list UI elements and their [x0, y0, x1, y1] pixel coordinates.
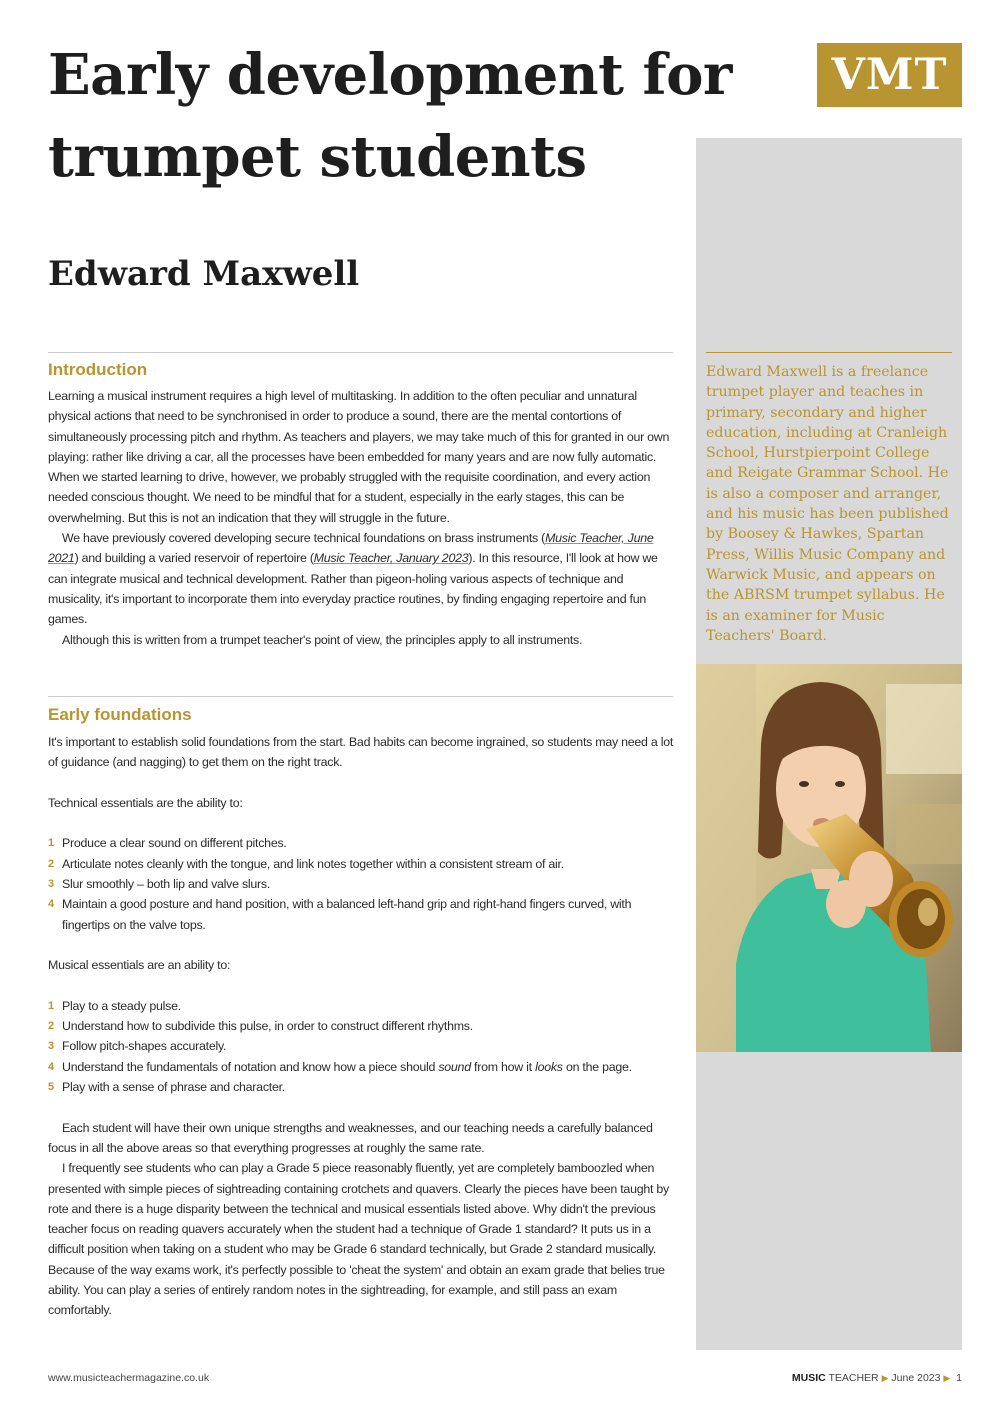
list-intro: Musical essentials are an ability to:: [48, 958, 231, 973]
list-item: 1 Play to a steady pulse.: [48, 998, 181, 1013]
author-bio: Edward Maxwell is a freelance trumpet player and teaches in primary, secondary and higher education, including at Cranleigh School, Hurstpierpoint College and Reigate Grammar School. He is also a composer and arranger, and his music has been published by Boosey & Hawkes, Spartan Press, Willis Music Company and Warwick Music, and appears on the ABRSM trumpet syllabus. He is an examiner for Music Teachers' Board.: [706, 364, 949, 644]
vmt-logo: VMT: [817, 43, 962, 107]
paragraph: Each student will have their own unique strengths and weaknesses, and our teaching needs a carefully balanced focus in all the above areas so that everything progresses at roughly the same rate.: [48, 1120, 653, 1155]
section-divider: [48, 696, 673, 697]
list-item: 2 Articulate notes cleanly with the tongue, and link notes together within a consistent stream of air.: [48, 856, 564, 871]
section-heading-introduction: Introduction: [48, 360, 148, 379]
author-name: Edward Maxwell: [48, 254, 360, 294]
magazine-name-bold: MUSIC: [791, 1372, 826, 1384]
page-number: 1: [956, 1372, 962, 1384]
footer-website-link[interactable]: www.musicteachermagazine.co.uk: [48, 1372, 210, 1384]
list-item: 4 Maintain a good posture and hand position, with a balanced left-hand grip and right-hand fingers curved, with fingertips on the valve tops.: [48, 897, 632, 932]
magazine-name: TEACHER: [828, 1372, 879, 1384]
list-item: 4 Understand the fundamentals of notation and know how a piece should sound from how it looks on the page.: [48, 1059, 632, 1074]
list-item: 2 Understand how to subdivide this pulse, in order to construct different rhythms.: [48, 1019, 473, 1034]
musical-essentials-list: [48, 996, 674, 1097]
paragraph: We have previously covered developing secure technical foundations on brass instruments (Music Teacher, June 2021) and building a varied reservoir of repertoire (Music Teacher, January 2023). In this resource, I'll look at how we can integrate musical and technical development. Rather than pigeon-holing various aspects of technique and musicality, it's important to incorporate them into everyday practice routines, by finding engaging repertoire and fun games.: [48, 531, 658, 627]
introduction-body: [48, 386, 674, 650]
paragraph: Learning a musical instrument requires a high level of multitasking. In addition to the often peculiar and unnatural physical actions that need to be synchronised in order to produce a sound, there are the mental contortions of simultaneously processing pitch and rhythm. As teachers and players, we may take much of this for granted in our own playing: rather like driving a car, all the processes have been embedded for many years and are now fully automatic. When we started learning to drive, however, we probably struggled with the requisite coordination, and every action needed conscious thought. We need to be mindful that for a student, especially in the early stages, this can be overwhelming. But this is not an indication that they will struggle in the future.: [48, 389, 670, 525]
list-item: 1 Produce a clear sound on different pitches.: [48, 836, 287, 851]
technical-essentials-list: [48, 833, 674, 934]
paragraph: It's important to establish solid foundations from the start. Bad habits can become ingrained, so students may need a lot of guidance (and nagging) to get them on the right track.: [48, 735, 674, 770]
section-divider: [48, 352, 673, 353]
issue-date: June 2023: [891, 1372, 941, 1384]
list-item: 3 Follow pitch-shapes accurately.: [48, 1039, 227, 1054]
footer-masthead: [792, 1370, 962, 1386]
sidebar-divider: [706, 352, 952, 353]
early-foundations-body: [48, 732, 674, 1321]
list-item: 3 Slur smoothly – both lip and valve slurs.: [48, 877, 271, 892]
reference-link[interactable]: Music Teacher, June 2021: [48, 531, 654, 566]
triangle-icon: ▶: [943, 1373, 951, 1383]
triangle-icon: ▶: [881, 1373, 889, 1383]
paragraph: Although this is written from a trumpet teacher's point of view, the principles apply to all instruments.: [62, 632, 583, 647]
section-heading-early-foundations: Early foundations: [48, 705, 192, 724]
paragraph: I frequently see students who can play a Grade 5 piece reasonably fluently, yet are completely bamboozled when presented with simple pieces of sightreading containing crotchets and quavers. Clearly the pieces have been taught by rote and there is a huge disparity between the technical and musical essentials listed above. Why didn't the previous teacher focus on reading quavers accurately when the student had a technique of Grade 1 standard? It puts us in a difficult position when taking on a student who may be Grade 6 standard technically, but Grade 2 standard musically. Because of the way exams work, it's perfectly possible to 'cheat the system' and obtain an exam grade that belies true ability. You can play a series of entirely random notes in the sightreading, for example, and still pass an exam comfortably.: [48, 1161, 669, 1318]
reference-link[interactable]: Music Teacher, January 2023: [313, 551, 469, 566]
list-item: 5 Play with a sense of phrase and character.: [48, 1080, 285, 1095]
girl-playing-trumpet-photo: [696, 664, 962, 1052]
list-intro: Technical essentials are the ability to:: [48, 795, 243, 810]
page-title: Early development for trumpet students: [48, 42, 732, 190]
